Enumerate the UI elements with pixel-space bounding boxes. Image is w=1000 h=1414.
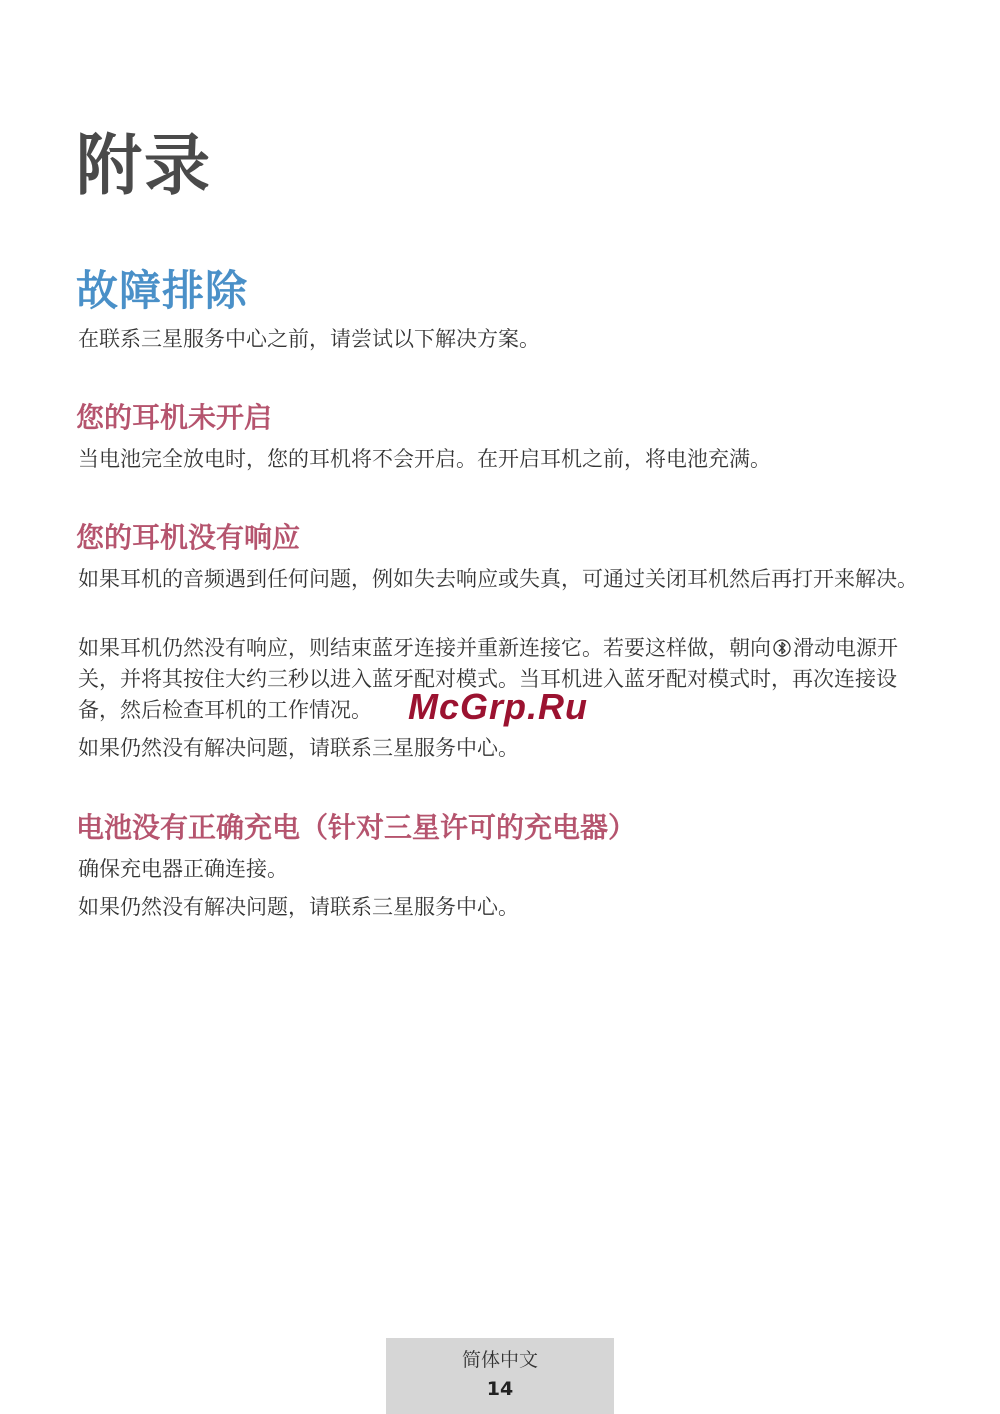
watermark: McGrp.Ru — [408, 686, 589, 727]
bluetooth-icon — [773, 636, 791, 656]
issue-paragraph-part: 滑动电源开关，并将其按住大约三秒以进入蓝牙配对模式。当耳机进入蓝牙配对模式时，再次连接设备，然后检查耳机的工作情况。 — [78, 636, 898, 722]
issue-paragraph-part: 如果耳机仍然没有响应，则结束蓝牙连接并重新连接它。若要这样做，朝向 — [78, 636, 771, 660]
page-footer — [386, 1338, 614, 1414]
section-intro: 在联系三星服务中心之前，请尝试以下解决方案。 — [78, 327, 540, 351]
issue-paragraph: 如果耳机的音频遇到任何问题，例如失去响应或失真，可通过关闭耳机然后再打开来解决。 — [78, 567, 918, 591]
chapter-title: 附录 — [76, 127, 212, 204]
issue-paragraph: 如果仍然没有解决问题，请联系三星服务中心。 — [78, 895, 519, 919]
issue-paragraph: 确保充电器正确连接。 — [78, 857, 288, 881]
issue-title-battery-not-charging: 电池没有正确充电（针对三星许可的充电器） — [76, 811, 637, 844]
issue-paragraph: 如果仍然没有解决问题，请联系三星服务中心。 — [78, 736, 519, 760]
issue-title-not-turning-on: 您的耳机未开启 — [76, 401, 273, 434]
section-title: 故障排除 — [76, 266, 249, 315]
issue-paragraph: 当电池完全放电时，您的耳机将不会开启。在开启耳机之前，将电池充满。 — [78, 447, 771, 471]
page-number: 14 — [486, 1378, 514, 1400]
footer-language: 简体中文 — [461, 1349, 538, 1371]
issue-title-not-responding: 您的耳机没有响应 — [76, 521, 301, 554]
